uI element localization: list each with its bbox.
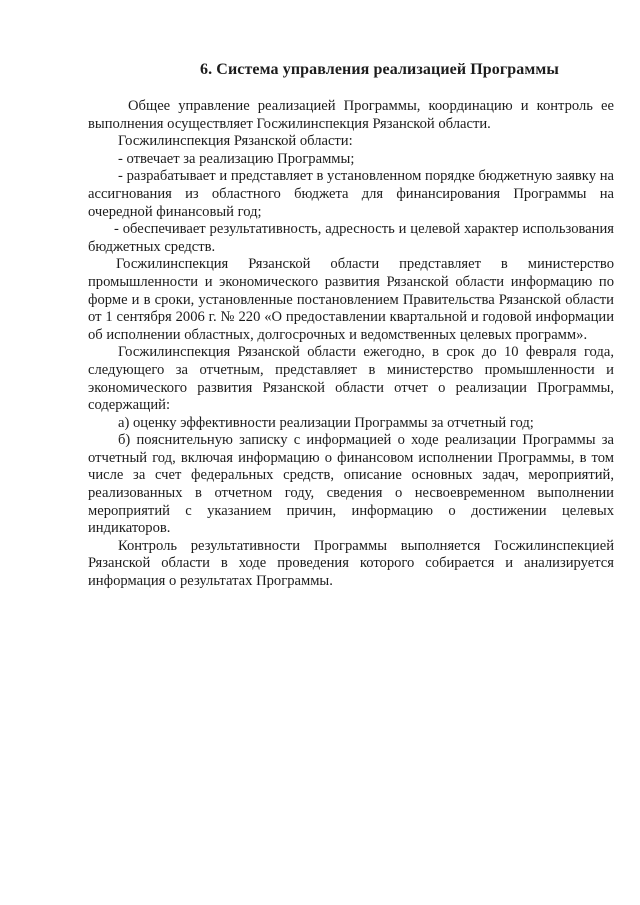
paragraph-reporting-information: Госжилинспекция Рязанской области представляет в министерство промышленности и экономического развития Рязанской области информацию по форме и в сроки, установленные постановлением Правительства Рязанской области от 1 сентября 2006 г. № 220 «О предоставлении квартальной и годовой информации об исполнении областных, долгосрочных и ведомственных целевых программ». — [88, 256, 614, 343]
paragraph-annual-report: Госжилинспекция Рязанской области ежегодно, в срок до 10 февраля года, следующего за отчетным, представляет в министерство промышленности и экономического развития Рязанской области отчет о реализации Программы, содержащий: — [88, 344, 614, 414]
paragraph-control: Контроль результативности Программы выполняется Госжилинспекцией Рязанской области в ходе проведения которого собирается и анализируется информация о результатах Программы. — [88, 537, 614, 590]
list-item-report-b: б) пояснительную записку с информацией о ходе реализации Программы за отчетный год, включая информацию о финансовом исполнении Программы, в том числе за счет федеральных средств, описание основных задач, мероприятий, реализованных в отчетном году, сведения о несвоевременном выполнении мероприятий с указанием причин, информацию о достижении целевых индикаторов. — [88, 432, 614, 537]
section-heading: 6. Система управления реализацией Программы — [200, 61, 559, 78]
list-item-budget-request: - разрабатывает и представляет в установленном порядке бюджетную заявку на ассигнования из областного бюджета для финансирования Программы на очередной финансовый год; — [88, 168, 614, 220]
paragraph-general-management: Общее управление реализацией Программы, координацию и контроль ее выполнения осуществляет Госжилинспекция Рязанской области. — [88, 98, 614, 132]
document-body — [88, 98, 614, 591]
list-item-report-a: а) оценку эффективности реализации Программы за отчетный год; — [118, 414, 534, 431]
paragraph-inspection-heading: Госжилинспекция Рязанской области: — [118, 133, 353, 150]
list-item-responsible: - отвечает за реализацию Программы; — [118, 150, 355, 167]
list-item-effectiveness: - обеспечивает результативность, адресность и целевой характер использования бюджетных средств. — [88, 221, 614, 255]
